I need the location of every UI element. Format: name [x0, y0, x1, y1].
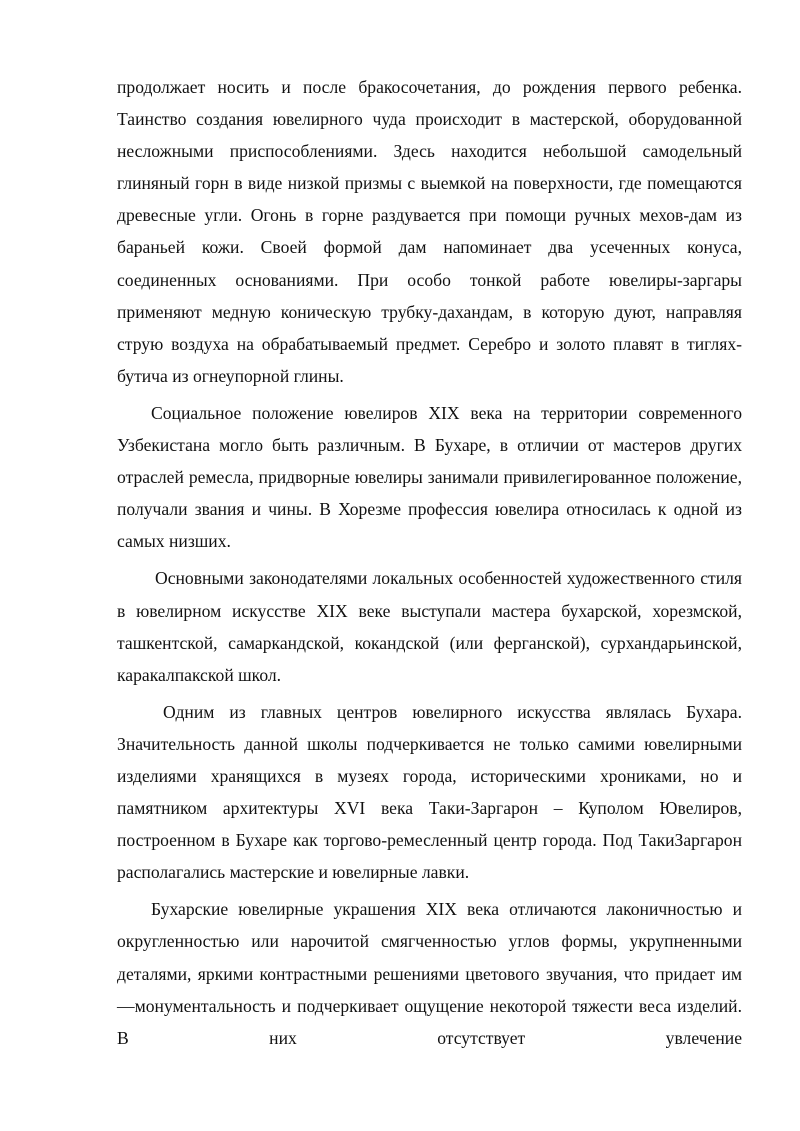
- paragraph-4: Одним из главных центров ювелирного искусства являлась Бухара. Значительность данной школы подчеркивается не только самими ювелирными изделиями хранящихся в музеях города, историческими хрониками, но и памятником архитектуры XVI века Таки-Заргарон – Куполом Ювелиров, построенном в Бухаре как торгово-ремесленный центр города. Под ТакиЗаргарон располагались мастерские и ювелирные лавки.: [117, 701, 742, 883]
- paragraph-2: Социальное положение ювелиров XIX века на территории современного Узбекистана могло быть различным. В Бухаре, в отличии от мастеров других отраслей ремесла, придворные ювелиры занимали привилегированное положение, получали звания и чины. В Хорезме профессия ювелира относилась к одной из самых низших.: [117, 402, 742, 552]
- paragraph-3: Основными законодателями локальных особенностей художественного стиля в ювелирном искусстве XIX веке выступали мастера бухарской, хорезмской, ташкентской, самаркандской, кокандской (или ферганской), сурхандарьинской, каракалпакской школ.: [117, 568, 742, 685]
- paragraph-5: Бухарские ювелирные украшения XIX века отличаются лаконичностью и округленностью или нарочитой смягченностью углов формы, укрупненными деталями, яркими контрастными решениями цветового звучания, что придает им ―монументальность и подчеркивает ощущение некоторой тяжести веса изделий. В них отсутствует увлечение: [117, 899, 742, 1048]
- document-body: [117, 71, 742, 1054]
- paragraph-1: продолжает носить и после бракосочетания, до рождения первого ребенка. Таинство создания ювелирного чуда происходит в мастерской, оборудованной несложными приспособлениями. Здесь находится небольшой самодельный глиняный горн в виде низкой призмы с выемкой на поверхности, где помещаются древесные угли. Огонь в горне раздувается при помощи ручных мехов-дам из бараньей кожи. Своей формой дам напоминает два усеченных конуса, соединенных основаниями. При особо тонкой работе ювелиры-заргары применяют медную коническую трубку-дахандам, в которую дуют, направляя струю воздуха на обрабатываемый предмет. Серебро и золото плавят в тиглях-бутича из огнеупорной глины.: [117, 77, 742, 386]
